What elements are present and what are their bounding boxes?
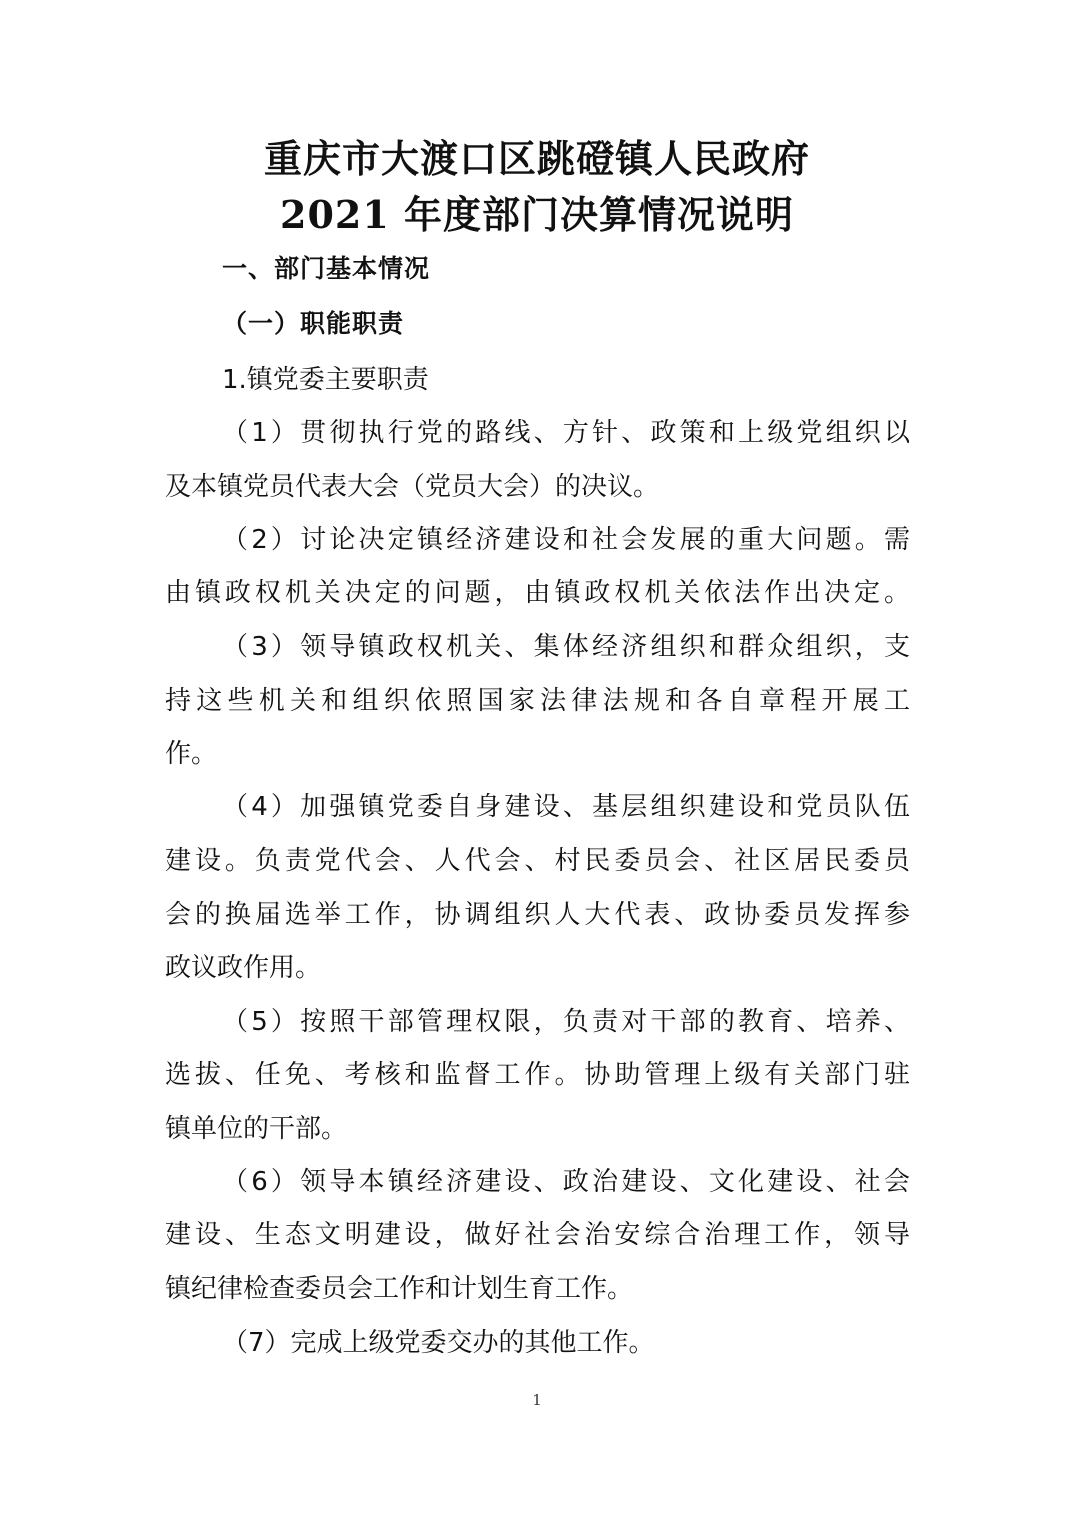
paragraph-2-line-1: （2）讨论决定镇经济建设和社会发展的重大问题。需	[222, 525, 910, 555]
paragraph-6-line-2: 建设、生态文明建设，做好社会治安综合治理工作，领导	[165, 1220, 910, 1250]
paragraph-3-line-3: 作。	[165, 739, 218, 769]
paragraph-3-line-1: （3）领导镇政权机关、集体经济组织和群众组织，支	[222, 632, 910, 662]
paragraph-1-line-2: 及本镇党员代表大会（党员大会）的决议。	[165, 472, 660, 502]
paragraph-6-line-1: （6）领导本镇经济建设、政治建设、文化建设、社会	[222, 1167, 910, 1197]
section-heading: 一、部门基本情况	[222, 254, 431, 283]
paragraph-4-line-1: （4）加强镇党委自身建设、基层组织建设和党员队伍	[222, 792, 910, 822]
paragraph-1-line-1: （1）贯彻执行党的路线、方针、政策和上级党组织以	[222, 418, 910, 448]
paragraph-2-line-2: 由镇政权机关决定的问题，由镇政权机关依法作出决定。	[165, 578, 910, 608]
paragraph-6-line-3: 镇纪律检查委员会工作和计划生育工作。	[165, 1274, 634, 1304]
paragraph-7-line-1: （7）完成上级党委交办的其他工作。	[222, 1328, 655, 1358]
paragraph-4-line-4: 政议政作用。	[165, 953, 322, 983]
paragraph-5-line-3: 镇单位的干部。	[165, 1114, 348, 1144]
document-title-line-1: 重庆市大渡口区跳磴镇人民政府	[263, 136, 810, 181]
paragraph-3-line-2: 持这些机关和组织依照国家法律法规和各自章程开展工	[165, 686, 910, 716]
paragraph-4-line-2: 建设。负责党代会、人代会、村民委员会、社区居民委员	[165, 846, 910, 876]
page-number: 1	[532, 1391, 542, 1409]
paragraph-4-line-3: 会的换届选举工作，协调组织人大代表、政协委员发挥参	[165, 900, 910, 930]
paragraph-5-line-1: （5）按照干部管理权限，负责对干部的教育、培养、	[222, 1007, 910, 1037]
paragraph-5-line-2: 选拔、任免、考核和监督工作。协助管理上级有关部门驻	[165, 1060, 910, 1090]
subsection-heading: （一）职能职责	[222, 309, 405, 338]
item-heading: 1.镇党委主要职责	[222, 365, 429, 395]
document-title-line-2: 2021 年度部门决算情况说明	[280, 192, 794, 237]
